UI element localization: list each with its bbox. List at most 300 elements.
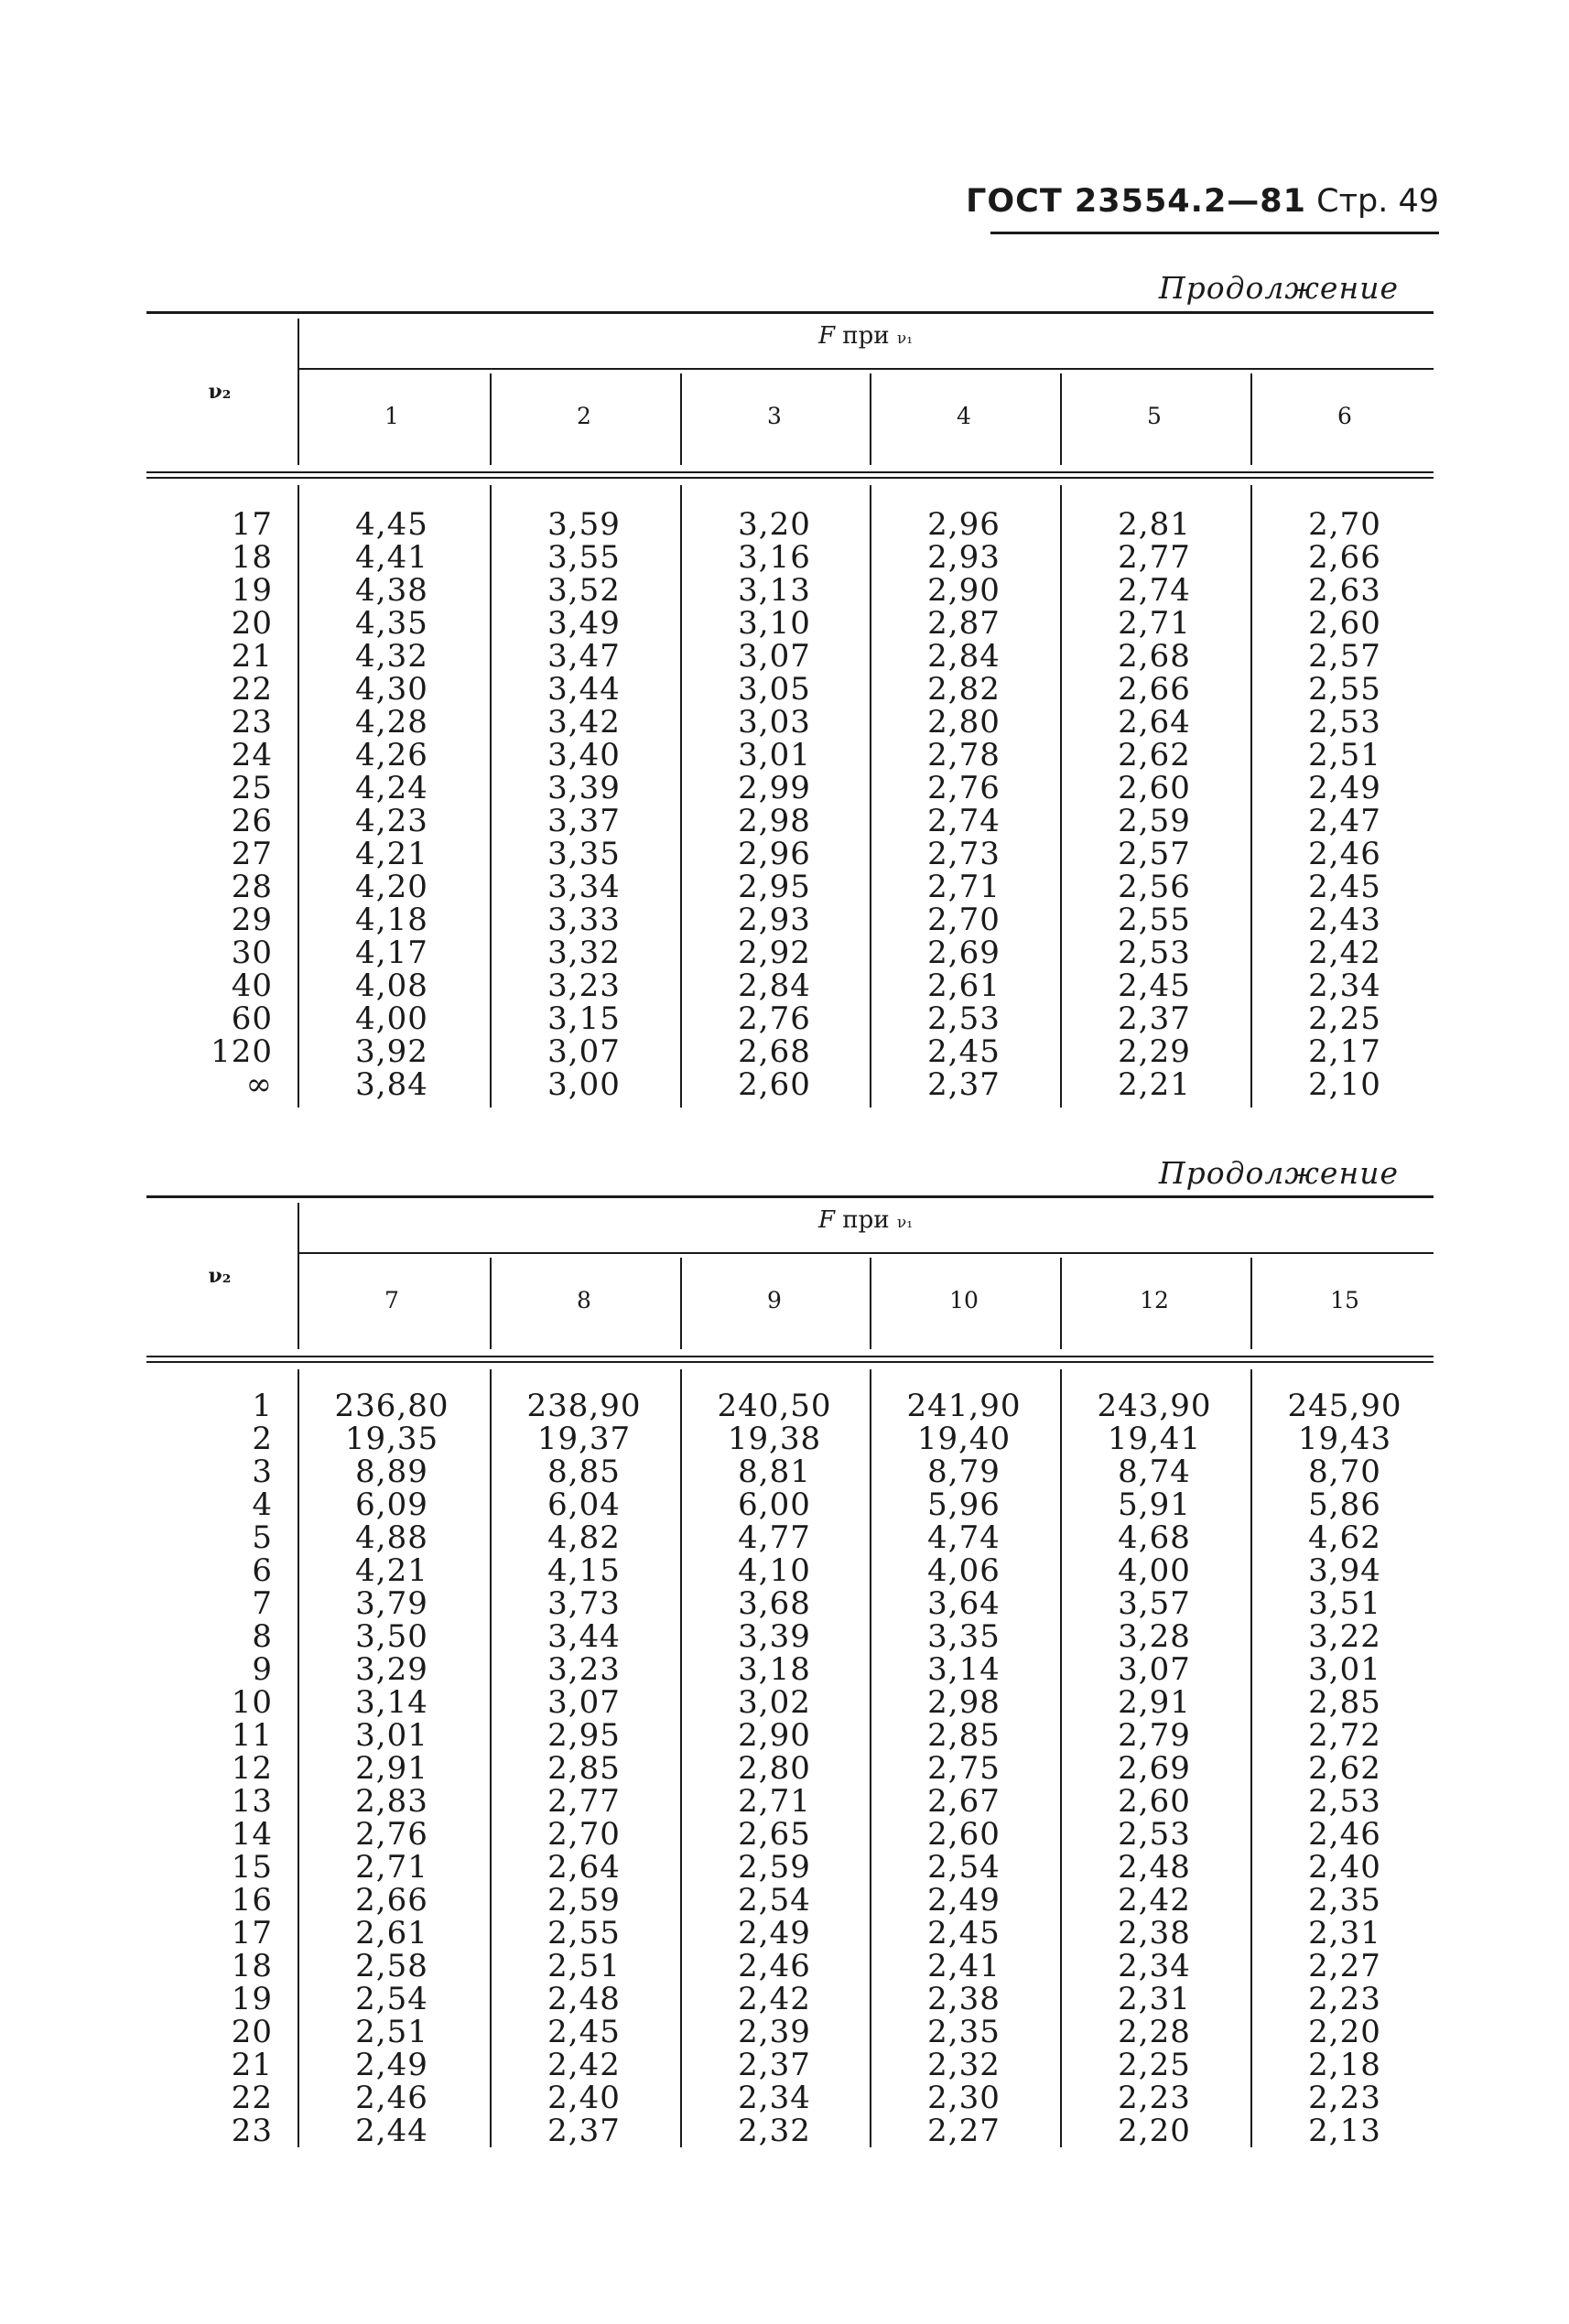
value-cell: 2,98 [738,803,811,839]
value-cell: 2,53 [1308,704,1381,740]
table-row [146,1554,1434,1587]
table-row [146,1521,1434,1554]
value-cell: 243,90 [1097,1388,1212,1424]
row-label-cell: 3 [252,1454,273,1490]
value-cell: 6,04 [547,1486,621,1523]
value-cell: 3,42 [547,704,621,740]
value-cell: 2,70 [927,902,1001,938]
value-cell: 5,91 [1118,1486,1191,1523]
value-cell: 2,95 [738,869,811,905]
value-cell: 19,37 [536,1421,632,1457]
row-label-cell: 6 [252,1552,273,1589]
f-symbol: F [817,1206,836,1234]
value-cell: 3,84 [355,1066,428,1103]
value-cell: 245,90 [1287,1388,1402,1424]
value-cell: 3,64 [927,1585,1001,1622]
value-cell: 2,55 [547,1915,621,1951]
value-cell: 2,34 [1308,967,1381,1004]
value-cell: 4,28 [355,704,428,740]
value-cell: 2,96 [927,506,1001,543]
column-divider-body [490,485,492,1108]
value-cell: 2,69 [1118,1750,1191,1787]
value-cell: 4,30 [355,671,428,708]
column-header: 2 [577,403,591,429]
value-cell: 4,20 [355,869,428,905]
value-cell: 3,23 [547,1651,621,1688]
value-cell: 2,66 [355,1882,428,1919]
value-cell: 2,76 [355,1816,428,1853]
value-cell: 2,54 [355,1981,428,2017]
value-cell: 3,55 [547,539,621,576]
value-cell: 2,91 [355,1750,428,1787]
row-label-cell: 24 [231,737,273,773]
table-row [146,2048,1434,2081]
table-row [146,574,1434,607]
value-cell: 3,79 [355,1585,428,1622]
table-row [146,1818,1434,1851]
value-cell: 3,73 [547,1585,621,1622]
group-header [298,322,1434,350]
value-cell: 2,57 [1308,638,1381,675]
value-cell: 2,21 [1118,1066,1191,1103]
value-cell: 3,14 [355,1684,428,1721]
table-row [146,1488,1434,1521]
table-row [146,1851,1434,1884]
value-cell: 2,43 [1308,902,1381,938]
table-row [146,1455,1434,1488]
value-cell: 2,32 [927,2047,1001,2083]
value-cell: 3,57 [1118,1585,1191,1622]
value-cell: 2,45 [547,2014,621,2050]
value-cell: 2,93 [927,539,1001,576]
value-cell: 2,68 [738,1033,811,1070]
value-cell: 3,92 [355,1033,428,1070]
table-row [146,1422,1434,1455]
column-header: 12 [1140,1287,1169,1313]
value-cell: 2,49 [1308,770,1381,806]
row-label-cell: 12 [231,1750,273,1787]
value-cell: 3,37 [547,803,621,839]
value-cell: 3,94 [1308,1552,1381,1589]
value-cell: 2,65 [738,1816,811,1853]
value-cell: 2,23 [1118,2080,1191,2116]
value-cell: 2,69 [927,935,1001,971]
value-cell: 2,51 [355,2014,428,2050]
value-cell: 3,29 [355,1651,428,1688]
row-label-cell: 27 [231,836,273,872]
value-cell: 2,41 [927,1948,1001,1984]
value-cell: 6,00 [738,1486,811,1523]
column-header: 6 [1337,403,1352,429]
row-label-cell: 20 [231,605,273,642]
table-row [146,1002,1434,1035]
table-row [146,805,1434,838]
row-label-cell: 23 [231,2113,273,2149]
group-header-rule [298,1252,1434,1254]
value-cell: 3,01 [355,1717,428,1754]
row-label-cell: 11 [231,1717,273,1754]
value-cell: 3,13 [738,572,811,609]
value-cell: 4,62 [1308,1519,1381,1556]
value-cell: 2,85 [927,1717,1001,1754]
column-divider-body [298,1369,299,2147]
column-divider [298,319,299,465]
row-label-cell: 28 [231,869,273,905]
value-cell: 4,26 [355,737,428,773]
value-cell: 2,82 [927,671,1001,708]
value-cell: 2,98 [927,1684,1001,1721]
value-cell: 3,35 [927,1618,1001,1655]
f-symbol: F [817,322,836,350]
table-row [146,1035,1434,1068]
value-cell: 2,25 [1118,2047,1191,2083]
table-row [146,1719,1434,1752]
table-row [146,607,1434,640]
value-cell: 2,46 [738,1948,811,1984]
value-cell: 8,85 [547,1454,621,1490]
value-cell: 2,92 [738,935,811,971]
value-cell: 3,23 [547,967,621,1004]
row-label-cell: 17 [231,506,273,543]
row-label-cell: 18 [231,1948,273,1984]
row-label-cell: 10 [231,1684,273,1721]
value-cell: 2,54 [738,1882,811,1919]
table-row [146,1917,1434,1950]
column-header: 15 [1330,1287,1359,1313]
table-row [146,508,1434,541]
value-cell: 2,75 [927,1750,1001,1787]
value-cell: 3,28 [1118,1618,1191,1655]
table-row [146,1653,1434,1686]
table-row [146,2016,1434,2048]
row-label-cell: 4 [252,1486,273,1523]
f-distribution-table-2 [146,1195,1434,2156]
value-cell: 2,54 [927,1849,1001,1886]
column-divider-body [680,1369,682,2147]
value-cell: 2,46 [1308,836,1381,872]
value-cell: 2,70 [547,1816,621,1853]
table-row [146,772,1434,805]
value-cell: 3,59 [547,506,621,543]
row-label-cell: 22 [231,2080,273,2116]
row-label-cell: 29 [231,902,273,938]
row-label-cell: 19 [231,1981,273,2017]
column-divider [298,1203,299,1349]
table-row [146,1068,1434,1101]
value-cell: 3,20 [738,506,811,543]
value-cell: 2,85 [547,1750,621,1787]
group-sub: ν₁ [896,330,914,348]
column-divider-body [1060,1369,1062,2147]
table-row [146,706,1434,739]
table-row [146,673,1434,706]
value-cell: 19,38 [727,1421,822,1457]
value-cell: 2,87 [927,605,1001,642]
value-cell: 2,39 [738,2014,811,2050]
row-label-cell: 17 [231,1915,273,1951]
value-cell: 2,99 [738,770,811,806]
value-cell: 2,76 [927,770,1001,806]
value-cell: 4,88 [355,1519,428,1556]
value-cell: 3,00 [547,1066,621,1103]
value-cell: 2,42 [1308,935,1381,971]
value-cell: 2,71 [927,869,1001,905]
value-cell: 2,45 [1118,967,1191,1004]
table-row [146,2114,1434,2147]
value-cell: 6,09 [355,1486,428,1523]
value-cell: 2,64 [547,1849,621,1886]
row-label-cell: 9 [252,1651,273,1688]
value-cell: 3,44 [547,671,621,708]
row-label-cell: 21 [231,2047,273,2083]
row-label-cell: 2 [252,1421,273,1457]
value-cell: 4,00 [1118,1552,1191,1589]
row-label-cell: 21 [231,638,273,675]
header-bottom-rule [146,1356,1434,1357]
value-cell: 2,72 [1308,1717,1381,1754]
value-cell: 2,27 [927,2113,1001,2149]
value-cell: 3,68 [738,1585,811,1622]
value-cell: 3,33 [547,902,621,938]
table-row [146,903,1434,936]
value-cell: 2,31 [1308,1915,1381,1951]
standard-number: ГОСТ 23554.2—81 [966,183,1307,220]
value-cell: 2,23 [1308,1981,1381,2017]
value-cell: 2,56 [1118,869,1191,905]
value-cell: 2,18 [1308,2047,1381,2083]
table-row [146,1884,1434,1917]
value-cell: 2,80 [927,704,1001,740]
value-cell: 238,90 [526,1388,642,1424]
value-cell: 4,32 [355,638,428,675]
value-cell: 2,47 [1308,803,1381,839]
row-label-cell: 19 [231,572,273,609]
value-cell: 2,32 [738,2113,811,2149]
header-rule [990,232,1439,234]
column-divider-body [680,485,682,1108]
value-cell: 3,10 [738,605,811,642]
value-cell: 2,58 [355,1948,428,1984]
f-distribution-table-1 [146,311,1434,1117]
value-cell: 2,51 [1308,737,1381,773]
table-row [146,1785,1434,1818]
table-row [146,870,1434,903]
column-divider-body [298,485,299,1108]
value-cell: 2,28 [1118,2014,1191,2050]
value-cell: 2,45 [1308,869,1381,905]
table-row [146,936,1434,969]
table-row [146,1686,1434,1719]
column-header: 3 [767,403,782,429]
row-label: ν₂ [208,1264,232,1288]
value-cell: 2,61 [355,1915,428,1951]
row-label-cell: 40 [231,967,273,1004]
value-cell: 2,42 [738,1981,811,2017]
value-cell: 2,71 [355,1849,428,1886]
value-cell: 4,45 [355,506,428,543]
value-cell: 2,95 [547,1717,621,1754]
value-cell: 4,10 [738,1552,811,1589]
value-cell: 3,15 [547,1000,621,1037]
column-header: 10 [949,1287,979,1313]
value-cell: 2,46 [1308,1816,1381,1853]
value-cell: 3,39 [738,1618,811,1655]
row-label-cell: 26 [231,803,273,839]
value-cell: 2,62 [1118,737,1191,773]
value-cell: 2,90 [927,572,1001,609]
value-cell: 2,83 [355,1783,428,1820]
row-label-cell: 8 [252,1618,273,1655]
value-cell: 2,23 [1308,2080,1381,2116]
value-cell: 236,80 [334,1388,449,1424]
column-divider-body [1250,485,1252,1108]
column-header: 8 [577,1287,591,1313]
header-bottom-rule-2 [146,1361,1434,1363]
value-cell: 2,59 [738,1849,811,1886]
value-cell: 4,08 [355,967,428,1004]
table-row [146,838,1434,870]
table-row [146,1752,1434,1785]
row-label-cell: 14 [231,1816,273,1853]
value-cell: 2,93 [738,902,811,938]
page-number: Стр. 49 [1316,183,1439,220]
value-cell: 3,18 [738,1651,811,1688]
value-cell: 2,64 [1118,704,1191,740]
value-cell: 19,40 [916,1421,1012,1457]
table-row [146,1983,1434,2016]
value-cell: 2,60 [1308,605,1381,642]
row-label-cell: 16 [231,1882,273,1919]
value-cell: 3,47 [547,638,621,675]
value-cell: 2,68 [1118,638,1191,675]
value-cell: 19,35 [344,1421,439,1457]
table-row [146,969,1434,1002]
page-header [915,183,1439,220]
value-cell: 8,70 [1308,1454,1381,1490]
value-cell: 3,44 [547,1618,621,1655]
table-row [146,2081,1434,2114]
value-cell: 2,38 [1118,1915,1191,1951]
value-cell: 2,10 [1308,1066,1381,1103]
table-row [146,640,1434,673]
value-cell: 3,51 [1308,1585,1381,1622]
value-cell: 19,41 [1107,1421,1202,1457]
value-cell: 2,79 [1118,1717,1191,1754]
table-top-rule [146,311,1434,314]
value-cell: 2,77 [1118,539,1191,576]
row-label-cell: 120 [211,1033,273,1070]
column-divider-body [870,485,871,1108]
column-header: 1 [384,403,399,429]
group-header [298,1206,1434,1234]
value-cell: 4,18 [355,902,428,938]
table-row [146,541,1434,574]
value-cell: 2,85 [1308,1684,1381,1721]
value-cell: 2,25 [1308,1000,1381,1037]
table-row [146,1587,1434,1620]
value-cell: 3,01 [1308,1651,1381,1688]
value-cell: 5,96 [927,1486,1001,1523]
value-cell: 2,20 [1308,2014,1381,2050]
continuation-label: Продолжение [1158,270,1399,306]
value-cell: 2,74 [927,803,1001,839]
row-label-cell: 13 [231,1783,273,1820]
value-cell: 2,74 [1118,572,1191,609]
value-cell: 2,42 [547,2047,621,2083]
value-cell: 5,86 [1308,1486,1381,1523]
column-divider-body [1250,1369,1252,2147]
value-cell: 3,52 [547,572,621,609]
column-header: 4 [957,403,971,429]
value-cell: 3,03 [738,704,811,740]
column-divider-body [490,1369,492,2147]
value-cell: 241,90 [906,1388,1022,1424]
value-cell: 2,60 [1118,770,1191,806]
value-cell: 19,43 [1297,1421,1392,1457]
value-cell: 2,20 [1118,2113,1191,2149]
value-cell: 2,60 [1118,1783,1191,1820]
value-cell: 2,80 [738,1750,811,1787]
value-cell: 3,16 [738,539,811,576]
value-cell: 2,49 [355,2047,428,2083]
value-cell: 2,60 [738,1066,811,1103]
row-label-cell: 25 [231,770,273,806]
value-cell: 2,96 [738,836,811,872]
column-divider-body [1060,485,1062,1108]
value-cell: 2,84 [738,967,811,1004]
value-cell: 2,29 [1118,1033,1191,1070]
value-cell: 240,50 [717,1388,832,1424]
row-label-cell: 20 [231,2014,273,2050]
value-cell: 2,46 [355,2080,428,2116]
value-cell: 4,74 [927,1519,1001,1556]
table-top-rule [146,1195,1434,1198]
value-cell: 2,37 [927,1066,1001,1103]
value-cell: 2,40 [547,2080,621,2116]
row-label-cell: 60 [231,1000,273,1037]
value-cell: 4,21 [355,1552,428,1589]
value-cell: 2,51 [547,1948,621,1984]
value-cell: 3,50 [355,1618,428,1655]
value-cell: 2,31 [1118,1981,1191,2017]
table-row [146,1620,1434,1653]
value-cell: 2,48 [1118,1849,1191,1886]
value-cell: 2,30 [927,2080,1001,2116]
header-bottom-rule-2 [146,477,1434,479]
header-bottom-rule [146,471,1434,473]
continuation-label-2: Продолжение [1158,1155,1399,1191]
row-label-cell: 23 [231,704,273,740]
value-cell: 3,34 [547,869,621,905]
value-cell: 3,49 [547,605,621,642]
value-cell: 2,53 [927,1000,1001,1037]
value-cell: 4,38 [355,572,428,609]
row-label: ν₂ [208,380,232,404]
value-cell: 2,17 [1308,1033,1381,1070]
value-cell: 4,68 [1118,1519,1191,1556]
value-cell: 2,48 [547,1981,621,2017]
value-cell: 2,62 [1308,1750,1381,1787]
value-cell: 2,59 [1118,803,1191,839]
value-cell: 2,60 [927,1816,1001,1853]
value-cell: 2,90 [738,1717,811,1754]
value-cell: 2,55 [1308,671,1381,708]
value-cell: 3,05 [738,671,811,708]
value-cell: 2,78 [927,737,1001,773]
table-row [146,1389,1434,1422]
value-cell: 4,82 [547,1519,621,1556]
value-cell: 4,23 [355,803,428,839]
